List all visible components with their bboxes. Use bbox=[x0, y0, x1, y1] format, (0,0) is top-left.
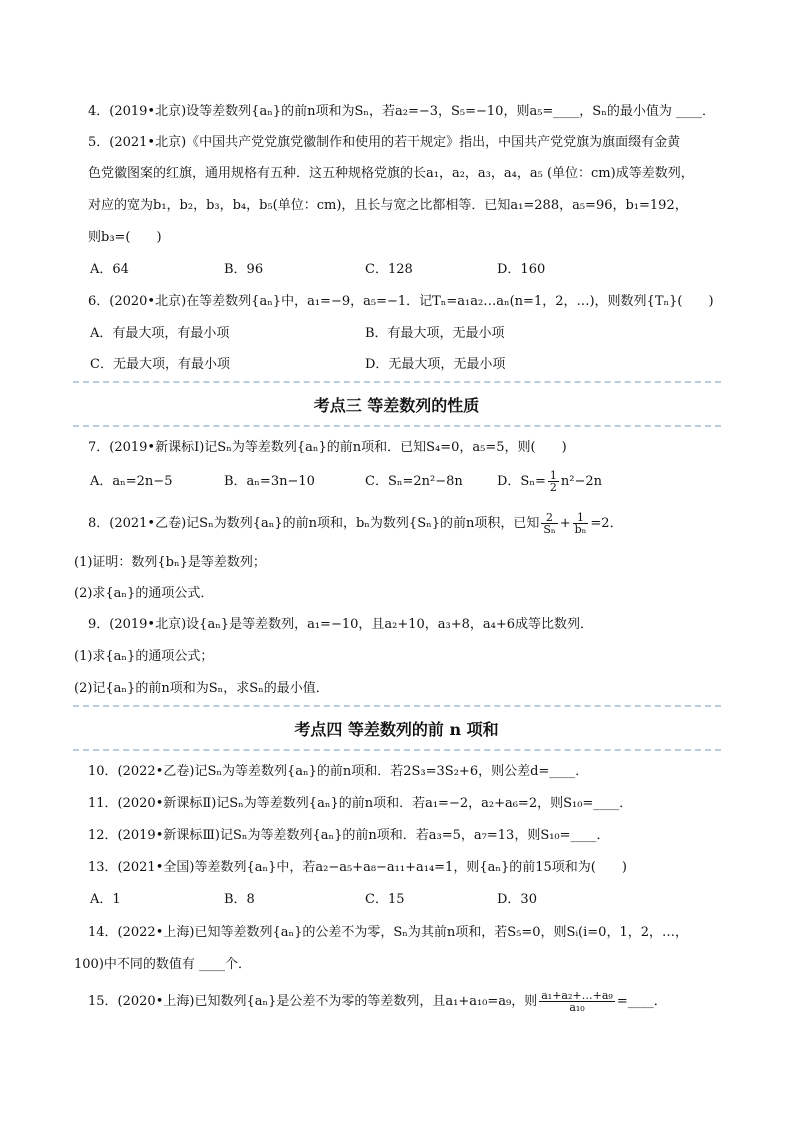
question-8-part-1: (1)证明：数列{bₙ}是等差数列； bbox=[74, 555, 266, 570]
numerator: a₁+a₂+…+a₉ bbox=[541, 989, 613, 1002]
question-15-tail: =____． bbox=[616, 994, 667, 1009]
option-c: C．15 bbox=[365, 892, 405, 907]
plus-sign: + bbox=[559, 516, 571, 531]
option-d: D．160 bbox=[497, 262, 546, 277]
section-divider bbox=[73, 425, 721, 427]
section-divider bbox=[73, 381, 721, 383]
question-7: 7．(2019•新课标Ⅰ)记Sₙ为等差数列{aₙ}的前n项和．已知S₄=0，a₅=5，则( ) bbox=[88, 440, 567, 455]
fraction bbox=[548, 470, 559, 493]
question-5-line-4: 则b₃=( ) bbox=[88, 230, 162, 245]
option-d bbox=[497, 470, 602, 493]
question-5-line-3: 对应的宽为b₁，b₂，b₃，b₄，b₅(单位：cm)，且长与宽之比都相等．已知a₁=288，a₅=96，b₁=192， bbox=[88, 198, 688, 213]
question-9-part-1: (1)求{aₙ}的通项公式； bbox=[74, 649, 214, 664]
option-b: B．有最大项，无最小项 bbox=[365, 326, 505, 341]
section-divider bbox=[73, 749, 721, 751]
option-d: D．30 bbox=[497, 892, 537, 907]
section-title: 考点三 等差数列的性质 bbox=[313, 396, 480, 415]
question-6: 6．(2020•北京)在等差数列{aₙ}中，a₁=−9，a₅=−1．记Tₙ=a₁a₂…aₙ(n=1，2，…)，则数列{Tₙ}( ) bbox=[88, 294, 714, 309]
question-8-part-2: (2)求{aₙ}的通项公式． bbox=[74, 586, 214, 601]
question-8-tail: =2． bbox=[590, 516, 623, 531]
question-11: 11．(2020•新课标Ⅱ)记Sₙ为等差数列{aₙ}的前n项和．若a₁=−2，a₂+a₆=2，则S₁₀=____． bbox=[88, 796, 633, 811]
option-a: A．有最大项，有最小项 bbox=[90, 326, 230, 341]
question-13: 13．(2021•全国)等差数列{aₙ}中，若a₂−a₅+a₈−a₁₁+a₁₄=1，则{aₙ}的前15项和为( ) bbox=[88, 860, 627, 875]
denominator: a₁₀ bbox=[569, 1001, 585, 1014]
option-a: A．aₙ=2n−5 bbox=[90, 474, 173, 489]
option-a: A．64 bbox=[90, 262, 129, 277]
option-d-suffix: n²−2n bbox=[560, 474, 602, 489]
fraction bbox=[539, 990, 615, 1013]
fraction bbox=[573, 512, 589, 535]
option-c: C．128 bbox=[365, 262, 413, 277]
question-14-line-2: 100)中不同的数值有 ____个． bbox=[74, 957, 252, 972]
numerator: 1 bbox=[573, 512, 589, 524]
option-d: D．无最大项，无最小项 bbox=[365, 357, 506, 372]
question-10: 10．(2022•乙卷)记Sₙ为等差数列{aₙ}的前n项和．若2S₃=3S₂+6，则公差d=____． bbox=[88, 764, 589, 779]
option-b: B．96 bbox=[224, 262, 264, 277]
question-9-part-2: (2)记{aₙ}的前n项和为Sₙ，求Sₙ的最小值． bbox=[74, 681, 329, 696]
option-c: C．无最大项，有最小项 bbox=[90, 357, 230, 372]
numerator: 2 bbox=[541, 512, 557, 524]
fraction bbox=[541, 512, 557, 535]
option-a: A．1 bbox=[90, 892, 121, 907]
option-c: C．Sₙ=2n²−8n bbox=[365, 474, 463, 489]
option-b: B．aₙ=3n−10 bbox=[224, 474, 315, 489]
question-15-text: 15．(2020•上海)已知数列{aₙ}是公差不为零的等差数列，且a₁+a₁₀=a₉，则 bbox=[88, 994, 538, 1009]
option-d-prefix: D．Sₙ= bbox=[497, 474, 546, 489]
question-4: 4．(2019•北京)设等差数列{aₙ}的前n项和为Sₙ，若a₂=−3，S₅=−10，则a₅=____，Sₙ的最小值为 ____． bbox=[88, 104, 715, 119]
section-title: 考点四 等差数列的前 n 项和 bbox=[294, 720, 499, 739]
question-8-text: 8．(2021•乙卷)记Sₙ为数列{aₙ}的前n项和，bₙ为数列{Sₙ}的前n项积，已知 bbox=[88, 516, 540, 531]
question-5-line-2: 色党徽图案的红旗，通用规格有五种．这五种规格党旗的长a₁，a₂，a₃，a₄，a₅ (单位：cm)成等差数列， bbox=[88, 166, 694, 181]
question-14-line-1: 14．(2022•上海)已知等差数列{aₙ}的公差不为零，Sₙ为其前n项和，若S₅=0，则Sᵢ(i=0，1，2，…， bbox=[88, 925, 688, 940]
question-15 bbox=[88, 990, 723, 1013]
denominator: 2 bbox=[549, 481, 557, 494]
option-b: B．8 bbox=[224, 892, 255, 907]
denominator: bₙ bbox=[574, 523, 587, 536]
section-divider bbox=[73, 705, 721, 707]
numerator: 1 bbox=[549, 469, 557, 482]
denominator: Sₙ bbox=[543, 523, 556, 536]
question-9: 9．(2019•北京)设{aₙ}是等差数列，a₁=−10，且a₂+10，a₃+8，a₄+6成等比数列． bbox=[88, 617, 594, 632]
question-12: 12．(2019•新课标Ⅲ)记Sₙ为等差数列{aₙ}的前n项和．若a₃=5，a₇=13，则S₁₀=____． bbox=[88, 828, 610, 843]
question-5-line-1: 5．(2021•北京)《中国共产党党旗党徽制作和使用的若干规定》指出，中国共产党党旗为旗面缀有金黄 bbox=[88, 135, 681, 150]
question-8 bbox=[88, 512, 723, 535]
